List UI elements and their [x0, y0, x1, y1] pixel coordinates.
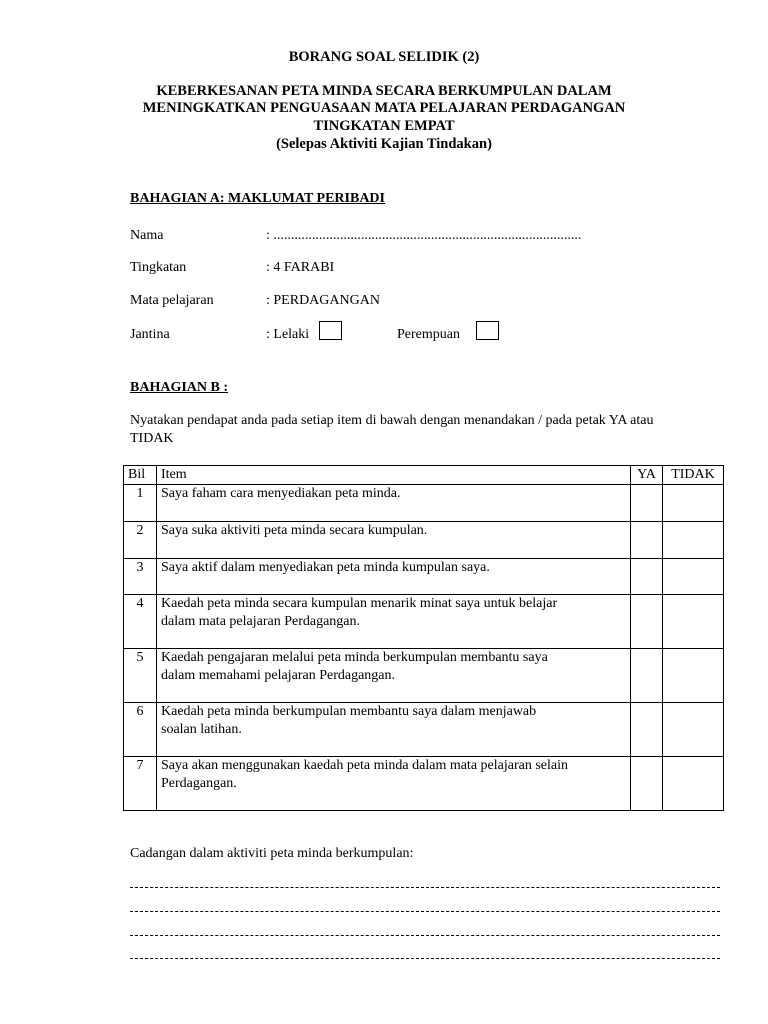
- suggestion-line-3[interactable]: [130, 935, 720, 936]
- lelaki-checkbox[interactable]: [319, 321, 342, 340]
- suggestion-line-4[interactable]: [130, 958, 720, 959]
- row-bil: 4: [124, 595, 157, 649]
- suggestion-line-1[interactable]: [130, 887, 720, 888]
- row-ya-cell[interactable]: [631, 522, 663, 559]
- table-header-row: [124, 466, 724, 485]
- suggestion-label: Cadangan dalam aktiviti peta minda berkumpulan:: [130, 846, 414, 861]
- row-item-line: Saya aktif dalam menyediakan peta minda kumpulan saya.: [161, 560, 490, 575]
- row-item-line: dalam mata pelajaran Perdagangan.: [161, 614, 361, 629]
- row-item-line: Perdagangan.: [161, 776, 237, 791]
- table-row: [124, 522, 724, 559]
- row-item: [157, 649, 631, 703]
- col-tidak-header: TIDAK: [663, 466, 724, 485]
- row-tidak-cell[interactable]: [663, 595, 724, 649]
- instruction-line-2: TIDAK: [130, 431, 174, 446]
- subject-label: Mata pelajaran: [130, 293, 214, 308]
- subtitle: (Selepas Aktiviti Kajian Tindakan): [276, 136, 492, 152]
- instruction-line-1: Nyatakan pendapat anda pada setiap item di bawah dengan menandakan / pada petak YA atau: [130, 413, 654, 428]
- tingkatan-value: : 4 FARABI: [266, 260, 335, 275]
- table-row: [124, 559, 724, 595]
- nama-field[interactable]: : ........................................................................................: [266, 228, 582, 243]
- table-row: [124, 757, 724, 811]
- row-bil: 1: [124, 485, 157, 522]
- row-item-line: soalan latihan.: [161, 722, 242, 737]
- row-item: [157, 703, 631, 757]
- row-item-line: Kaedah peta minda berkumpulan membantu saya dalam menjawab: [161, 704, 537, 719]
- row-tidak-cell[interactable]: [663, 559, 724, 595]
- row-item: [157, 559, 631, 595]
- row-ya-cell[interactable]: [631, 559, 663, 595]
- col-item-header: Item: [157, 466, 631, 485]
- table-row: [124, 595, 724, 649]
- perempuan-checkbox[interactable]: [476, 321, 499, 340]
- row-item-line: Saya suka aktiviti peta minda secara kumpulan.: [161, 523, 428, 538]
- col-ya-header: YA: [631, 466, 663, 485]
- row-bil: 5: [124, 649, 157, 703]
- row-bil: 3: [124, 559, 157, 595]
- perempuan-label: Perempuan: [397, 327, 460, 342]
- row-item: [157, 757, 631, 811]
- row-item-line: Saya akan menggunakan kaedah peta minda dalam mata pelajaran selain: [161, 758, 568, 773]
- form-title: BORANG SOAL SELIDIK (2): [288, 49, 480, 65]
- suggestion-line-2[interactable]: [130, 911, 720, 912]
- title-line-3: TINGKATAN EMPAT: [313, 118, 455, 134]
- table-row: [124, 703, 724, 757]
- row-ya-cell[interactable]: [631, 757, 663, 811]
- row-item: [157, 595, 631, 649]
- row-item: [157, 485, 631, 522]
- row-tidak-cell[interactable]: [663, 522, 724, 559]
- survey-table: [123, 465, 724, 811]
- row-ya-cell[interactable]: [631, 595, 663, 649]
- section-a-heading: BAHAGIAN A: MAKLUMAT PERIBADI: [130, 191, 385, 206]
- row-item-line: Kaedah peta minda secara kumpulan menarik minat saya untuk belajar: [161, 596, 558, 611]
- row-ya-cell[interactable]: [631, 649, 663, 703]
- row-item-line: dalam memahami pelajaran Perdagangan.: [161, 668, 396, 683]
- nama-label: Nama: [130, 228, 164, 243]
- title-line-1: KEBERKESANAN PETA MINDA SECARA BERKUMPULAN DALAM: [156, 83, 612, 99]
- row-bil: 7: [124, 757, 157, 811]
- subject-value: : PERDAGANGAN: [266, 293, 380, 308]
- row-item: [157, 522, 631, 559]
- row-ya-cell[interactable]: [631, 703, 663, 757]
- row-bil: 2: [124, 522, 157, 559]
- title-line-2: MENINGKATKAN PENGUASAAN MATA PELAJARAN PERDAGANGAN: [142, 100, 626, 116]
- section-b-heading: BAHAGIAN B :: [130, 380, 229, 395]
- tingkatan-label: Tingkatan: [130, 260, 187, 275]
- row-tidak-cell[interactable]: [663, 649, 724, 703]
- row-item-line: Saya faham cara menyediakan peta minda.: [161, 486, 401, 501]
- row-tidak-cell[interactable]: [663, 757, 724, 811]
- row-item-line: Kaedah pengajaran melalui peta minda berkumpulan membantu saya: [161, 650, 548, 665]
- col-bil-header: Bil: [124, 466, 157, 485]
- row-tidak-cell[interactable]: [663, 485, 724, 522]
- jantina-label: Jantina: [130, 327, 170, 342]
- row-ya-cell[interactable]: [631, 485, 663, 522]
- table-row: [124, 649, 724, 703]
- row-tidak-cell[interactable]: [663, 703, 724, 757]
- lelaki-label: : Lelaki: [266, 327, 310, 342]
- table-row: [124, 485, 724, 522]
- row-bil: 6: [124, 703, 157, 757]
